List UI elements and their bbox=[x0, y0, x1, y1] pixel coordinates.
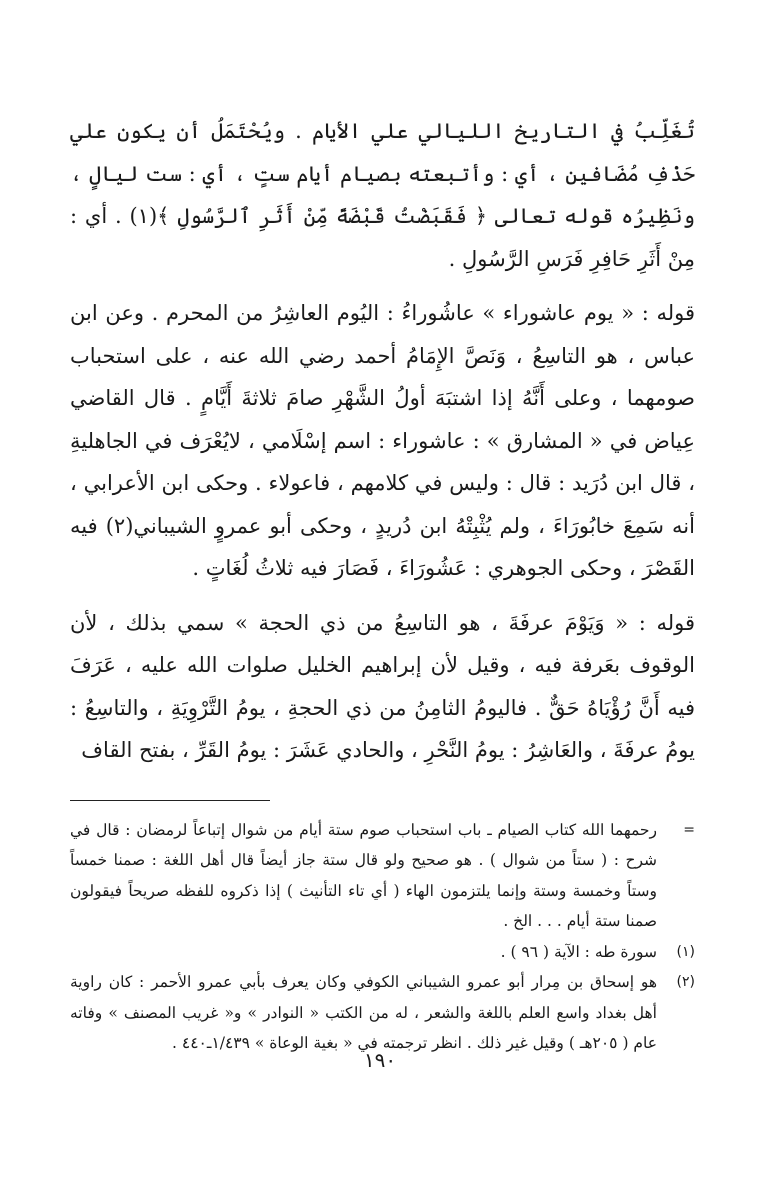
footnote-divider bbox=[70, 800, 270, 801]
footnote-continuation bbox=[70, 815, 695, 937]
page-content bbox=[70, 110, 695, 1059]
body-paragraph-2: قوله : « يوم عاشوراء » عاشُوراءُ : اليُوم العاشِرُ من المحرم . وعن ابن عباس ، هو التاسِعُ ، وَنَصَّ الإِمَامُ أحمد رضي الله عنه ، على استحباب صومهما ، وعلى أَنَّهُ إذا اشتبَهَ أولُ الشَّهْرِ صامَ ثلاثةَ أَيَّامٍ . قال القاضي عِياض في « المشارق » : عاشوراء : اسم إسْلَامي ، لايُعْرَف في الجاهليةِ ، قال ابن دُرَيد : قال : وليس في كلامهم ، فاعولاء . وحكى ابن الأعرابي ، أنه سَمِعَ خابُورَاءَ ، ولم يُثْبِتْهُ ابن دُريدٍ ، وحكى أبو عمروٍ الشيباني(٢) فيه القَصْرَ ، وحكى الجوهري : عَشُورَاءَ ، فَصَارَ فيه ثلاثُ لُغَاتٍ . bbox=[70, 301, 695, 580]
page-number: ١٩٠ bbox=[363, 1048, 397, 1072]
footnotes bbox=[70, 815, 695, 1059]
footnote-text: رحمهما الله كتاب الصيام ـ باب استحباب صوم ستة أيام من شوال إتباعاً لرمضان : قال في شرح : ( ستاً من شوال ) . هو صحيح ولو قال ستة جاز أيضاً قال أهل اللغة : صمنا خمساً وستاً وخمسة وستة وإنما يلتزمون الهاء ( أي تاء التأنيث ) إذا ذكروه للفظه صريحاً فيقولون صمنا ستة أيام . . . الخ . bbox=[70, 820, 657, 930]
footnote-text: هو إسحاق بن مِرار أبو عمرو الشيباني الكوفي وكان يعرف بأبي عمرو الأحمر : كان راوية أهل بغداد واسع العلم باللغة والشعر ، له من الكتب « النوادر » و« غريب المصنف » وفاته عام ( ٢٠٥هـ ) وقيل غير ذلك . انظر ترجمته في « بغية الوعاة » ١/٤٣٩ـ٤٤٠ . bbox=[70, 973, 657, 1052]
footnote-mark: = bbox=[683, 821, 695, 838]
footnote-1 bbox=[70, 937, 695, 968]
footnote-2 bbox=[70, 967, 695, 1059]
footnote-mark: (١) bbox=[676, 943, 695, 960]
footnote-mark: (٢) bbox=[676, 974, 695, 990]
footnote-text: سورة طه : الآية ( ٩٦ ) . bbox=[500, 942, 657, 961]
body-paragraph-1: تُغَلِّبُ في التاريخ الليالي علي الأيام . ويُحْتَمَلُ أن يكون علي حَذْفِ مُضَافين ، أي : وأتبعته بصيام أيام ستٍ ، أي : ست ليالٍ ، ونَظِيرُه قوله تعالى ﴿ فَقَبَضْتُ قَبْضَةً مِّنْ أَثَرِ ٱلرَّسُولِ ﴾(١) . أي : مِنْ أَثَرِ حَافِرِ فَرَسِ الرَّسُولِ . bbox=[70, 119, 695, 271]
body-paragraph-3: قوله : « وَيَوْمَ عرفَةَ ، هو التاسِعُ من ذي الحجة » سمي بذلك ، لأن الوقوف بعَرفة فيه ، وقيل لأن إبراهيم الخليل صلوات الله عليه ، عَرَفَ فيه أَنَّ رُؤْيَاهُ حَقٌّ . فاليومُ الثامِنُ من ذي الحجةِ ، يومُ التَّرْوِيَةِ ، والتاسِعُ : يومُ عرفَةَ ، والعَاشِرُ : يومُ النَّحْرِ ، والحادي عَشَرَ : يومُ القَرِّ ، بفتح القاف bbox=[70, 610, 695, 762]
